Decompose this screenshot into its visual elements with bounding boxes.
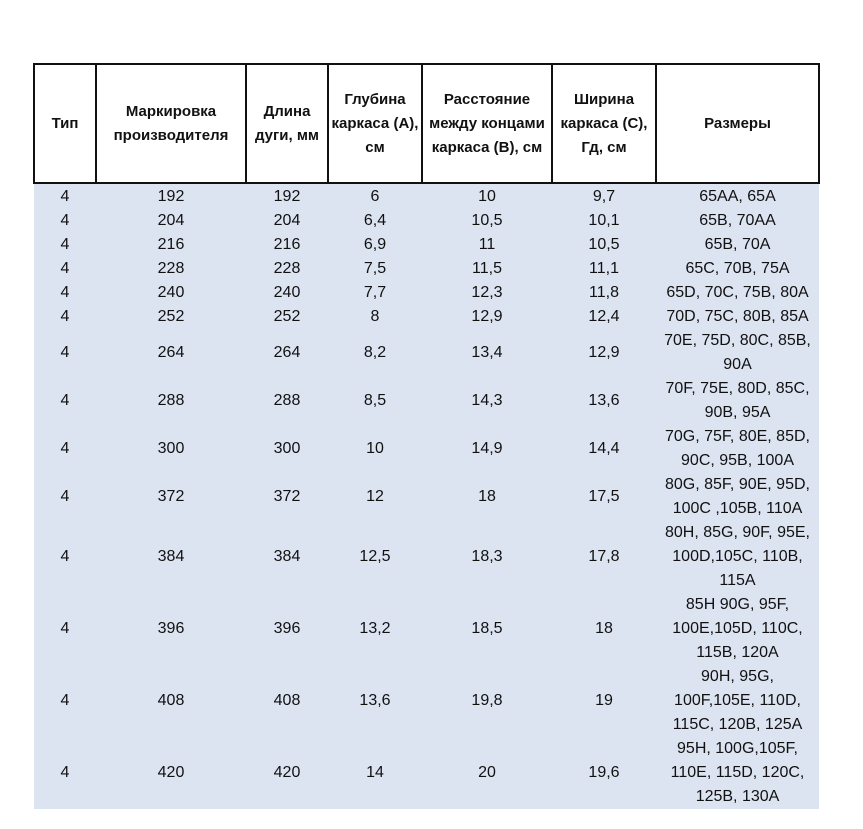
cell-ends-distance: 11 <box>422 233 552 257</box>
cell-sizes: 65B, 70AA <box>656 209 819 233</box>
cell-type: 4 <box>34 665 96 737</box>
cell-arc-length: 300 <box>246 425 328 473</box>
cell-arc-length: 420 <box>246 737 328 809</box>
cell-arc-length: 288 <box>246 377 328 425</box>
cell-width: 18 <box>552 593 656 665</box>
cell-marking: 372 <box>96 473 246 521</box>
cell-ends-distance: 12,3 <box>422 281 552 305</box>
cell-depth: 13,2 <box>328 593 422 665</box>
cell-width: 13,6 <box>552 377 656 425</box>
cell-type: 4 <box>34 425 96 473</box>
cell-marking: 384 <box>96 521 246 593</box>
cell-depth: 14 <box>328 737 422 809</box>
header-type: Тип <box>34 64 96 183</box>
table-row <box>34 737 819 809</box>
cell-ends-distance: 18 <box>422 473 552 521</box>
cell-ends-distance: 14,9 <box>422 425 552 473</box>
cell-width: 11,8 <box>552 281 656 305</box>
table-row <box>34 257 819 281</box>
cell-depth: 8,2 <box>328 329 422 377</box>
cell-arc-length: 240 <box>246 281 328 305</box>
cell-sizes: 70G, 75F, 80E, 85D, 90C, 95B, 100A <box>656 425 819 473</box>
cell-depth: 6,9 <box>328 233 422 257</box>
table-body <box>34 183 819 809</box>
header-sizes: Размеры <box>656 64 819 183</box>
cell-marking: 420 <box>96 737 246 809</box>
cell-sizes: 65C, 70B, 75A <box>656 257 819 281</box>
cell-marking: 396 <box>96 593 246 665</box>
cell-depth: 12 <box>328 473 422 521</box>
cell-ends-distance: 18,5 <box>422 593 552 665</box>
cell-sizes: 65B, 70A <box>656 233 819 257</box>
header-frame-depth: Глубина каркаса (А), см <box>328 64 422 183</box>
cell-type: 4 <box>34 233 96 257</box>
cell-depth: 6 <box>328 183 422 209</box>
cell-ends-distance: 13,4 <box>422 329 552 377</box>
table-row <box>34 209 819 233</box>
cell-width: 19,6 <box>552 737 656 809</box>
cell-width: 19 <box>552 665 656 737</box>
cell-depth: 6,4 <box>328 209 422 233</box>
table-row <box>34 593 819 665</box>
cell-arc-length: 264 <box>246 329 328 377</box>
cell-ends-distance: 18,3 <box>422 521 552 593</box>
cell-ends-distance: 10,5 <box>422 209 552 233</box>
cell-width: 17,5 <box>552 473 656 521</box>
cell-sizes: 90H, 95G, 100F,105E, 110D, 115C, 120B, 125A <box>656 665 819 737</box>
cell-ends-distance: 20 <box>422 737 552 809</box>
header-row <box>34 64 819 183</box>
cell-arc-length: 216 <box>246 233 328 257</box>
cell-depth: 8 <box>328 305 422 329</box>
table-row <box>34 183 819 209</box>
header-frame-ends-distance: Расстояние между концами каркаса (В), см <box>422 64 552 183</box>
cell-sizes: 65AA, 65A <box>656 183 819 209</box>
cell-marking: 228 <box>96 257 246 281</box>
cell-arc-length: 372 <box>246 473 328 521</box>
size-table <box>33 63 820 809</box>
cell-type: 4 <box>34 183 96 209</box>
cell-width: 10,5 <box>552 233 656 257</box>
header-frame-width: Ширина каркаса (С), Гд, см <box>552 64 656 183</box>
cell-sizes: 70E, 75D, 80C, 85B, 90A <box>656 329 819 377</box>
table-row <box>34 329 819 377</box>
cell-width: 11,1 <box>552 257 656 281</box>
cell-marking: 192 <box>96 183 246 209</box>
table-header <box>34 64 819 183</box>
cell-sizes: 70F, 75E, 80D, 85C, 90B, 95A <box>656 377 819 425</box>
cell-depth: 13,6 <box>328 665 422 737</box>
cell-ends-distance: 12,9 <box>422 305 552 329</box>
table-row <box>34 233 819 257</box>
cell-sizes: 65D, 70C, 75B, 80A <box>656 281 819 305</box>
table-row <box>34 305 819 329</box>
cell-ends-distance: 10 <box>422 183 552 209</box>
cell-depth: 7,7 <box>328 281 422 305</box>
cell-width: 12,9 <box>552 329 656 377</box>
cell-arc-length: 408 <box>246 665 328 737</box>
cell-width: 12,4 <box>552 305 656 329</box>
cell-marking: 252 <box>96 305 246 329</box>
cell-sizes: 80G, 85F, 90E, 95D, 100C ,105B, 110A <box>656 473 819 521</box>
cell-arc-length: 252 <box>246 305 328 329</box>
cell-width: 14,4 <box>552 425 656 473</box>
cell-width: 9,7 <box>552 183 656 209</box>
table-row <box>34 473 819 521</box>
cell-marking: 216 <box>96 233 246 257</box>
cell-arc-length: 228 <box>246 257 328 281</box>
table-row <box>34 377 819 425</box>
cell-depth: 7,5 <box>328 257 422 281</box>
cell-type: 4 <box>34 593 96 665</box>
cell-type: 4 <box>34 257 96 281</box>
cell-marking: 408 <box>96 665 246 737</box>
cell-depth: 8,5 <box>328 377 422 425</box>
cell-arc-length: 192 <box>246 183 328 209</box>
cell-ends-distance: 14,3 <box>422 377 552 425</box>
cell-type: 4 <box>34 281 96 305</box>
cell-marking: 300 <box>96 425 246 473</box>
cell-type: 4 <box>34 305 96 329</box>
cell-ends-distance: 19,8 <box>422 665 552 737</box>
cell-type: 4 <box>34 473 96 521</box>
header-manufacturer-marking: Маркировка производителя <box>96 64 246 183</box>
cell-ends-distance: 11,5 <box>422 257 552 281</box>
table-row <box>34 281 819 305</box>
cell-marking: 288 <box>96 377 246 425</box>
cell-width: 10,1 <box>552 209 656 233</box>
cell-depth: 12,5 <box>328 521 422 593</box>
cell-sizes: 80H, 85G, 90F, 95E, 100D,105C, 110B, 115A <box>656 521 819 593</box>
cell-marking: 204 <box>96 209 246 233</box>
table-row <box>34 521 819 593</box>
cell-sizes: 70D, 75C, 80B, 85A <box>656 305 819 329</box>
cell-depth: 10 <box>328 425 422 473</box>
cell-sizes: 95H, 100G,105F, 110E, 115D, 120C, 125B, 130A <box>656 737 819 809</box>
cell-arc-length: 384 <box>246 521 328 593</box>
cell-type: 4 <box>34 521 96 593</box>
cell-type: 4 <box>34 737 96 809</box>
table-row <box>34 665 819 737</box>
cell-type: 4 <box>34 329 96 377</box>
cell-arc-length: 204 <box>246 209 328 233</box>
cell-type: 4 <box>34 377 96 425</box>
cell-sizes: 85H 90G, 95F, 100E,105D, 110C, 115B, 120A <box>656 593 819 665</box>
cell-arc-length: 396 <box>246 593 328 665</box>
cell-type: 4 <box>34 209 96 233</box>
cell-marking: 240 <box>96 281 246 305</box>
table-row <box>34 425 819 473</box>
header-arc-length: Длина дуги, мм <box>246 64 328 183</box>
cell-marking: 264 <box>96 329 246 377</box>
cell-width: 17,8 <box>552 521 656 593</box>
